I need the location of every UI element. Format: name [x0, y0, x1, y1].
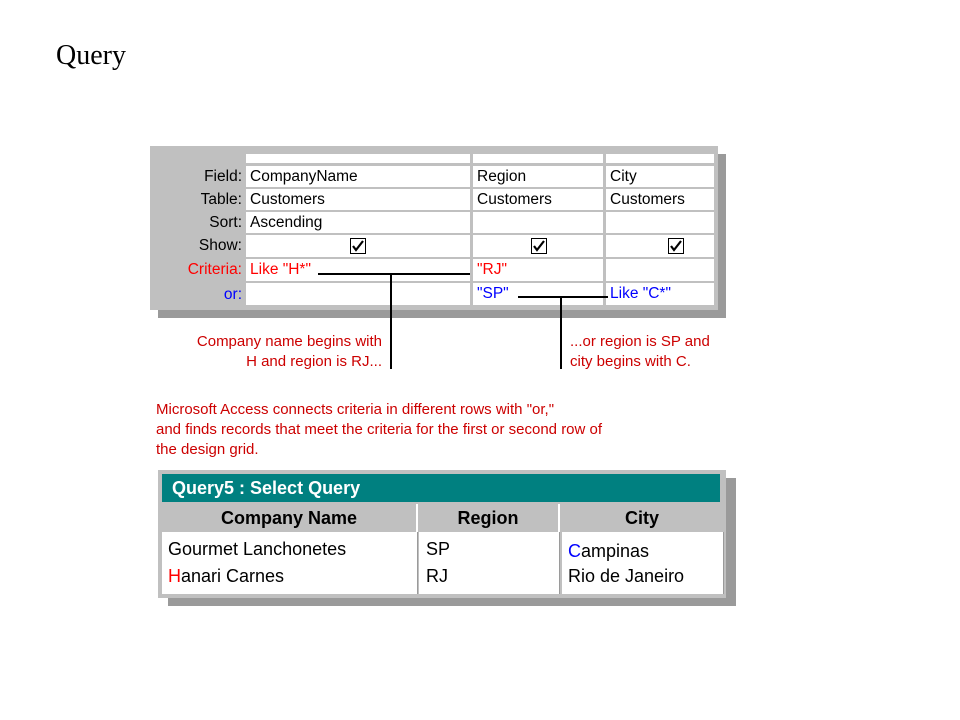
- grid-cell-table-1[interactable]: Customers: [246, 189, 470, 210]
- row-label-show: Show:: [198, 237, 242, 254]
- show-checkbox-1[interactable]: [350, 238, 366, 254]
- grid-cell-criteria-2[interactable]: "RJ": [473, 259, 603, 281]
- right-annotation-leader: [560, 296, 562, 369]
- grid-cell-table-3[interactable]: Customers: [606, 189, 714, 210]
- select-query-window: [158, 470, 726, 598]
- column-header-city[interactable]: City: [560, 504, 724, 532]
- annotation-left-line2: H and region is RJ...: [246, 353, 382, 370]
- grid-cell-field-2[interactable]: Region: [473, 166, 603, 187]
- row-label-sort: Sort:: [209, 214, 242, 231]
- grid-cell-or-2[interactable]: "SP": [473, 283, 603, 305]
- grid-cell-field-1[interactable]: CompanyName: [246, 166, 470, 187]
- result-row2-region[interactable]: RJ: [426, 566, 448, 586]
- grid-cell-show-2[interactable]: [473, 235, 603, 257]
- result-row1-city[interactable]: Campinas: [568, 541, 650, 561]
- query-design-grid: [150, 146, 718, 310]
- left-annotation-leader: [390, 273, 392, 369]
- result-row1-company[interactable]: Gourmet Lanchonetes: [168, 539, 347, 559]
- slide-title: Query: [56, 40, 126, 71]
- result-row2-company[interactable]: Hanari Carnes: [168, 566, 285, 586]
- grid-col-header-3[interactable]: [606, 154, 714, 163]
- result-row1-region[interactable]: SP: [426, 539, 451, 559]
- row-label-or: or:: [223, 286, 242, 303]
- grid-cell-show-1[interactable]: [246, 235, 470, 257]
- row-label-field: Field:: [204, 168, 242, 185]
- column-header-region[interactable]: Region: [418, 504, 560, 532]
- row-label-table: Table:: [200, 191, 242, 208]
- grid-col-header-2[interactable]: [473, 154, 603, 163]
- result-row2-city[interactable]: Rio de Janeiro: [568, 566, 685, 586]
- grid-cell-table-2[interactable]: Customers: [473, 189, 603, 210]
- grid-cell-field-3[interactable]: City: [606, 166, 714, 187]
- show-checkbox-2[interactable]: [531, 238, 547, 254]
- annotation-right-line1: ...or region is SP and: [570, 333, 710, 350]
- grid-cell-or-3[interactable]: Like "C*": [606, 283, 714, 305]
- grid-cell-show-3[interactable]: [606, 235, 714, 257]
- grid-cell-sort-1[interactable]: Ascending: [246, 212, 470, 233]
- show-checkbox-3[interactable]: [668, 238, 684, 254]
- explanation-line2: and finds records that meet the criteria for the first or second row of: [156, 421, 603, 438]
- grid-cell-criteria-1[interactable]: Like "H*": [246, 259, 470, 281]
- grid-cell-or-1[interactable]: [246, 283, 470, 305]
- grid-cell-sort-3[interactable]: [606, 212, 714, 233]
- or-connector-line: [518, 296, 608, 298]
- explanation-line3: the design grid.: [156, 441, 259, 458]
- criteria-connector-line: [318, 273, 470, 275]
- annotation-left-line1: Company name begins with: [196, 333, 382, 350]
- column-header-company-name[interactable]: Company Name: [162, 504, 418, 532]
- explanation-line1: Microsoft Access connects criteria in different rows with "or,": [156, 401, 555, 418]
- grid-col-header-1[interactable]: [246, 154, 470, 163]
- annotation-right-line2: city begins with C.: [570, 353, 691, 370]
- row-label-criteria: Criteria:: [187, 261, 242, 278]
- grid-cell-criteria-3[interactable]: [606, 259, 714, 281]
- query-window-title: Query5 : Select Query: [162, 474, 720, 502]
- grid-cell-sort-2[interactable]: [473, 212, 603, 233]
